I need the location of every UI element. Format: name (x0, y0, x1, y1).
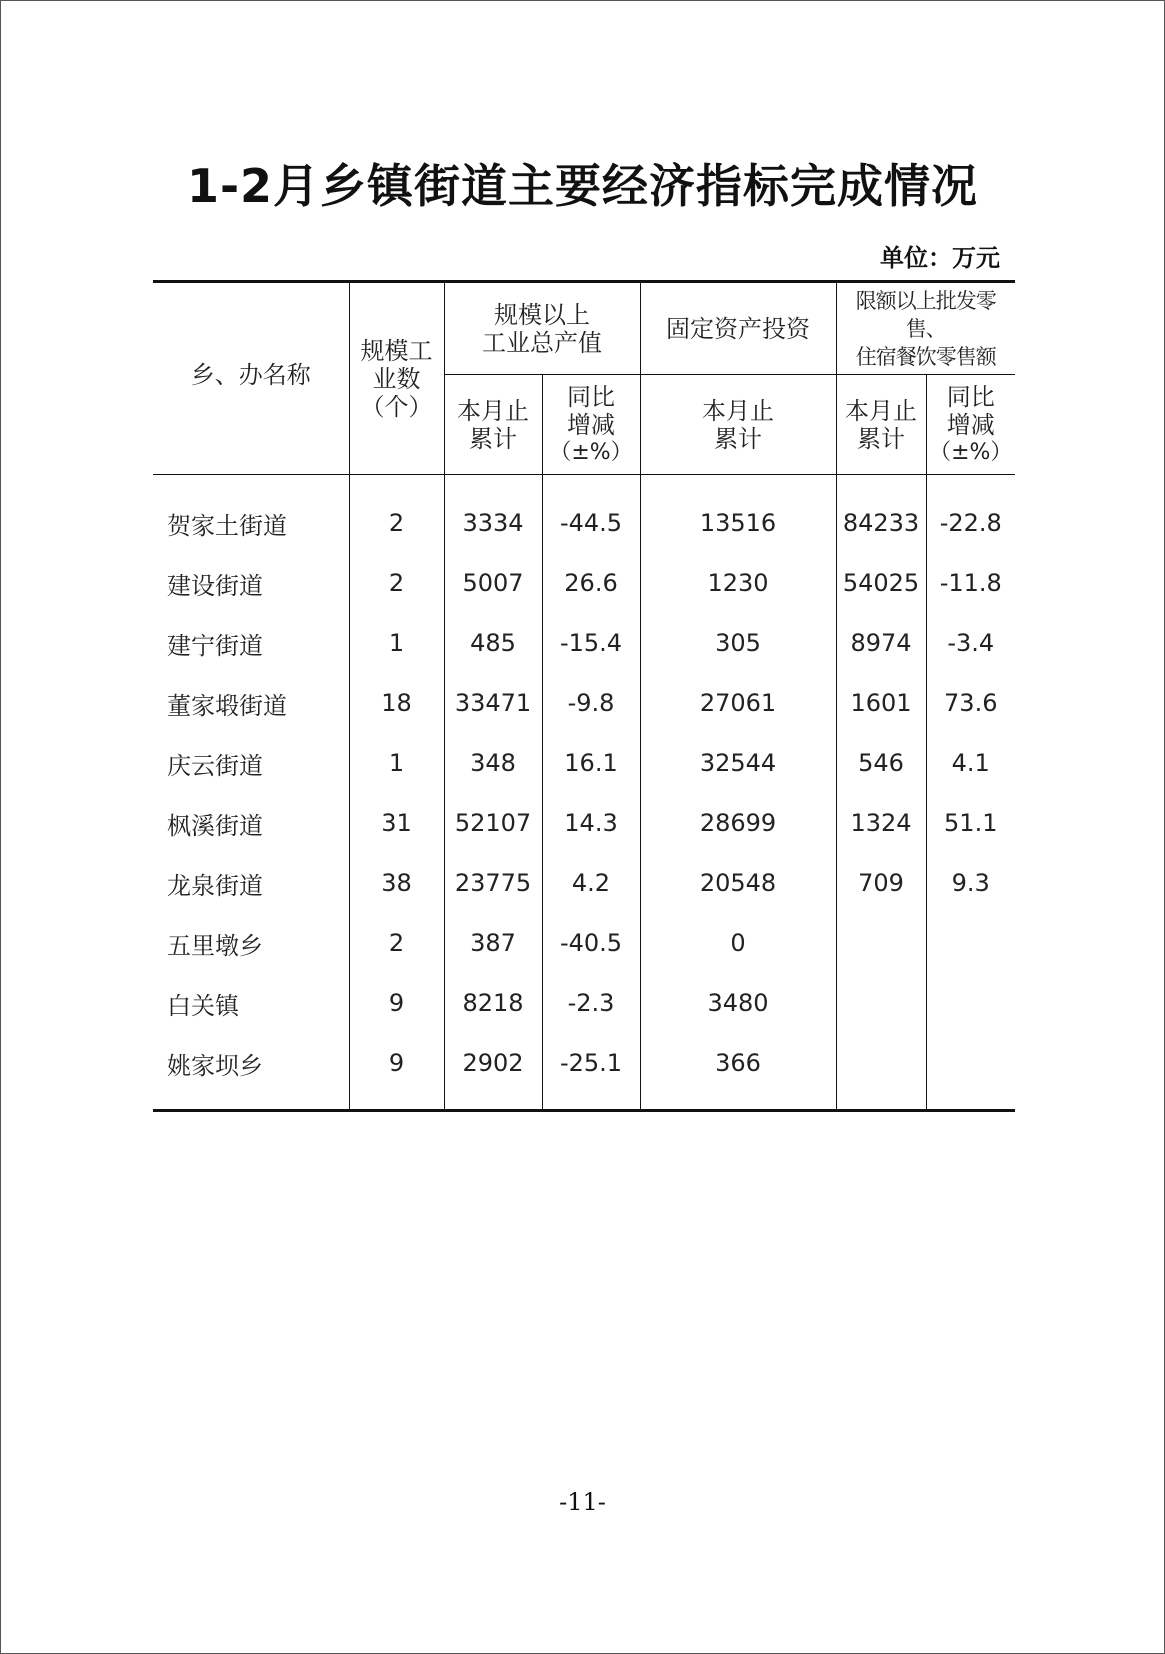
cell-investment: 13516 (640, 475, 836, 554)
cell-investment: 32544 (640, 733, 836, 793)
cell-retail (836, 1033, 926, 1111)
header-fixed-investment: 固定资产投资 (640, 282, 836, 375)
cell-investment: 305 (640, 613, 836, 673)
cell-retail-yoy: -11.8 (939, 569, 1002, 597)
header-output-cumulative: 本月止 累计 (444, 375, 542, 475)
table-row (153, 793, 1015, 853)
page-number: -11- (559, 1488, 606, 1516)
cell-enterprises: 2 (349, 553, 444, 613)
table-row (153, 553, 1015, 613)
cell-retail-yoy: -22.8 (939, 509, 1002, 537)
cell-output: 2902 (444, 1033, 542, 1111)
cell-retail: 1601 (836, 673, 926, 733)
table-row (153, 973, 1015, 1033)
table-row (153, 673, 1015, 733)
cell-output-yoy: 16.1 (542, 733, 640, 793)
cell-enterprises: 2 (349, 913, 444, 973)
cell-output-yoy: -2.3 (542, 973, 640, 1033)
cell-enterprises: 9 (349, 973, 444, 1033)
cell-retail: 54025 (836, 553, 926, 613)
cell-enterprises: 9 (349, 1033, 444, 1111)
cell-investment: 0 (640, 913, 836, 973)
cell-retail: 709 (836, 853, 926, 913)
cell-name: 贺家土街道 (153, 475, 349, 554)
cell-retail-yoy: 4.1 (951, 749, 990, 777)
cell-retail-yoy (926, 1033, 1015, 1111)
cell-output: 23775 (444, 853, 542, 913)
cell-retail (836, 913, 926, 973)
header-investment-cumulative: 本月止 累计 (640, 375, 836, 475)
cell-investment: 27061 (640, 673, 836, 733)
cell-output: 485 (444, 613, 542, 673)
cell-retail (836, 973, 926, 1033)
cell-retail-yoy: 73.6 (944, 689, 998, 717)
table-row (153, 853, 1015, 913)
cell-name: 白关镇 (153, 973, 349, 1033)
page-title: 1-2月乡镇街道主要经济指标完成情况 (186, 159, 979, 213)
header-retail-cumulative: 本月止 累计 (836, 375, 926, 475)
cell-output-yoy: 26.6 (542, 553, 640, 613)
cell-investment: 20548 (640, 853, 836, 913)
cell-enterprises: 38 (349, 853, 444, 913)
cell-retail: 1324 (836, 793, 926, 853)
cell-enterprises: 31 (349, 793, 444, 853)
header-name: 乡、办名称 (153, 282, 349, 475)
cell-name: 建宁街道 (153, 613, 349, 673)
cell-output: 348 (444, 733, 542, 793)
cell-retail-yoy: -3.4 (947, 629, 995, 657)
cell-output: 387 (444, 913, 542, 973)
header-retail: 限额以上批发零售、 住宿餐饮零售额 (836, 282, 1015, 375)
cell-output-yoy: -40.5 (542, 913, 640, 973)
cell-output-yoy: -25.1 (542, 1033, 640, 1111)
cell-output-yoy: -9.8 (542, 673, 640, 733)
cell-enterprises: 1 (349, 613, 444, 673)
cell-enterprises: 18 (349, 673, 444, 733)
cell-output: 5007 (444, 553, 542, 613)
cell-name: 姚家坝乡 (153, 1033, 349, 1111)
cell-output: 33471 (444, 673, 542, 733)
cell-retail-yoy: 51.1 (944, 809, 998, 837)
table-row (153, 1033, 1015, 1111)
header-industrial-output: 规模以上 工业总产值 (444, 282, 640, 375)
economic-indicators-table (153, 280, 1015, 1112)
cell-output: 8218 (444, 973, 542, 1033)
cell-retail-yoy (926, 913, 1015, 973)
header-retail-yoy: 同比 增减 （±%） (926, 375, 1015, 475)
cell-retail: 84233 (836, 475, 926, 554)
cell-investment: 28699 (640, 793, 836, 853)
cell-enterprises: 1 (349, 733, 444, 793)
header-enterprises: 规模工 业数 （个） (349, 282, 444, 475)
cell-investment: 366 (640, 1033, 836, 1111)
cell-output-yoy: 4.2 (542, 853, 640, 913)
unit-label: 单位：万元 (880, 244, 1000, 272)
cell-retail: 8974 (836, 613, 926, 673)
cell-name: 建设街道 (153, 553, 349, 613)
cell-retail-yoy: 9.3 (951, 869, 990, 897)
cell-name: 五里墩乡 (153, 913, 349, 973)
cell-name: 董家塅街道 (153, 673, 349, 733)
cell-output-yoy: -44.5 (542, 475, 640, 554)
cell-name: 庆云街道 (153, 733, 349, 793)
table-row (153, 613, 1015, 673)
cell-name: 枫溪街道 (153, 793, 349, 853)
cell-output: 52107 (444, 793, 542, 853)
cell-retail-yoy (926, 973, 1015, 1033)
cell-output-yoy: 14.3 (542, 793, 640, 853)
header-output-yoy: 同比 增减 （±%） (542, 375, 640, 475)
cell-investment: 3480 (640, 973, 836, 1033)
cell-enterprises: 2 (349, 475, 444, 554)
cell-output: 3334 (444, 475, 542, 554)
table-row (153, 475, 1015, 554)
cell-investment: 1230 (640, 553, 836, 613)
cell-output-yoy: -15.4 (542, 613, 640, 673)
cell-retail: 546 (836, 733, 926, 793)
table-row (153, 733, 1015, 793)
cell-name: 龙泉街道 (153, 853, 349, 913)
table-row (153, 913, 1015, 973)
